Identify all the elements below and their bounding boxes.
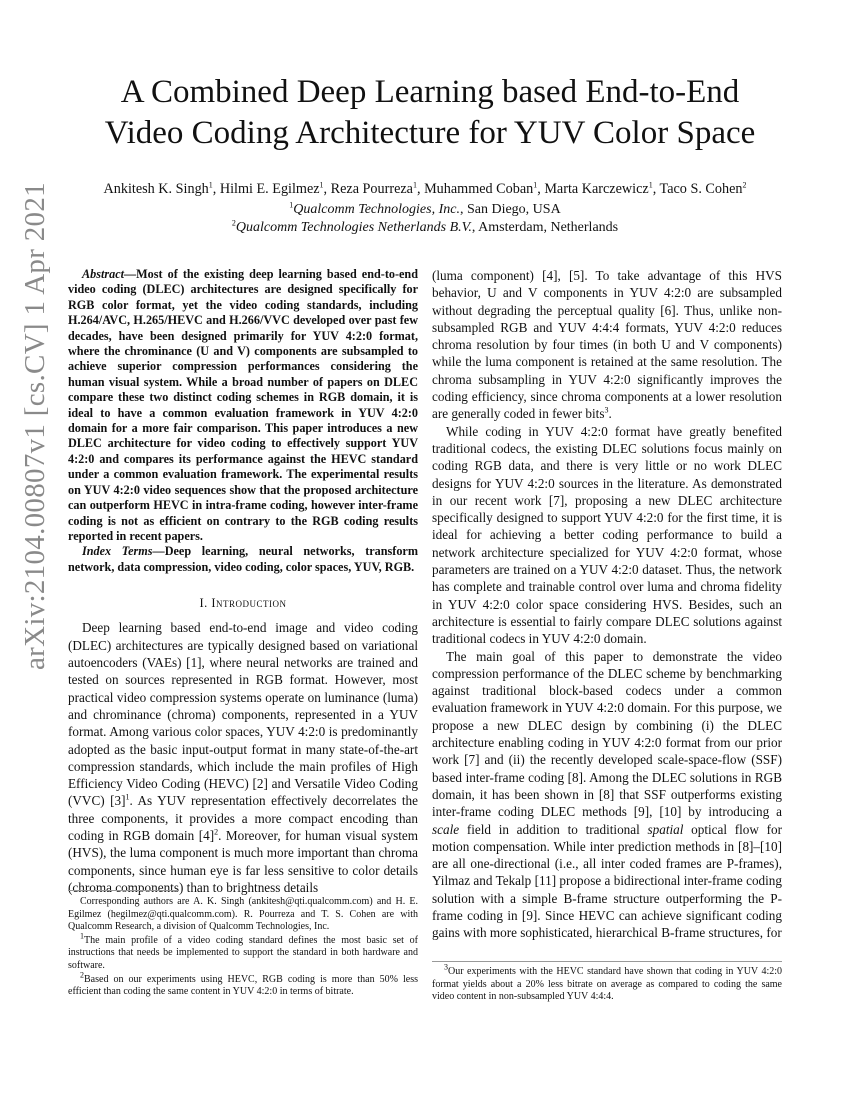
footnote-3: $^3$Our experiments with the HEVC standard have shown that coding in YUV 4:2:0 format yields about a 20% less bitrate on average as compared to coding the same video content in non-subsampled YUV 4:4:4. [432,962,782,1003]
arxiv-identifier: arXiv:2104.00807v1 [cs.CV] 1 Apr 2021 [19,182,51,670]
footnotes-right [432,961,782,1004]
author: Marta Karczewicz$^1$ [544,180,653,197]
intro-paragraph-1: Deep learning based end-to-end image and video coding (DLEC) architectures are typically designed based on variational autoencoders (VAEs) [1], where neural networks are trained and tested on sources represented in RGB format. However, most practical video compression systems operate on luminance (luma) and chrominance (chroma) components, represented in a YUV format. Among various color spaces, YUV 4:2:0 is predominantly adopted as the basic input-output format in many state-of-the-art compression standards, which include the main profiles of High Efficiency Video Coding (HEVC) [2] and Versatile Video Coding (VVC) $[3]^1$. As YUV representation effectively decorrelates the three components, it provides a more compact encoding than coding in RGB domain $[4]^2$. Moreover, for human visual system (HVS), the luma component is much more important than chroma components, since human eye is far less sensitive to color details (chroma components) than to brightness details [68,620,418,895]
author-list: Ankitesh K. Singh$^1$, Hilmi E. Egilmez$^1$, Reza Pourreza$^1$, Muhammed Coban$^1$, Marta Karczewicz$^1$, Taco S. Cohen$^2$ [103,180,747,197]
section-heading-introduction: I. Introduction [199,596,287,611]
affiliation-1: $^1$Qualcomm Technologies, Inc., San Diego, USA [289,200,561,217]
author: Taco S. Cohen$^2$ [659,180,747,197]
author: Reza Pourreza$^1$ [330,180,417,197]
footnote-1: $^1$The main profile of a video coding standard defines the most basic set of instructions that needs be implemented to support the standard in both hardware and software. [68,931,418,971]
index-terms: Index Terms—Deep learning, neural networks, transform network, data compression, video coding, color spaces, YUV, RGB. [68,544,418,574]
footnotes-left [68,896,418,1000]
footnote-2: $^2$Based on our experiments using HEVC, RGB coding is more than 50% less efficient than coding the same content in YUV 4:2:0 in terms of bitrate. [68,970,418,998]
footnote-corresponding: Corresponding authors are A. K. Singh (ankitesh@qti.qualcomm.com) and H. E. Egilmez (hegilmez@qti.qualcomm.com). R. Pourreza and T. S. Cohen are with Qualcomm Research, a division of Qualcomm Technologies, Inc. [68,896,418,933]
intro-paragraph-1-continued: (luma component) [4], [5]. To take advantage of this HVS behavior, U and V components in YUV 4:2:0 are subsampled without degrading the perceptual quality [6]. Thus, unlike non-subsampled RGB and YUV 4:4:4 formats, YUV 4:2:0 reduces chroma resolution by four times (in both U and V components) while the luma component is retained at the same resolution. The chroma subsampling in YUV 4:2:0 significantly improves the coding efficiency, since chroma components at a lower resolution are generally coded in fewer bits$^3$. [432,268,782,422]
left-column [68,267,418,896]
author: Muhammed Coban$^1$ [424,180,538,197]
footnote-rule [68,890,178,891]
title-line-1: A Combined Deep Learning based End-to-End [120,74,740,110]
author: Ankitesh K. Singh$^1$ [103,180,213,197]
right-column [432,267,782,942]
title-line-2: Video Coding Architecture for YUV Color Space [104,115,756,151]
intro-paragraph-3: The main goal of this paper to demonstrate the video compression performance of the DLEC scheme by benchmarking against traditional block-based codecs under a common evaluation framework in YUV 4:2:0 domain. For this purpose, we propose a new DLEC design by combining (i) the DLEC architecture enabling coding in YUV 4:2:0 format from our prior work [7] and (ii) the recently developed scale-space-flow (SSF) based inter-frame coding [8]. Among the DLEC solutions in RGB domain, it has been shown in [8] that SSF outperforms existing inter-frame coding DLEC methods [9], [10] by introducing a scale field in addition to traditional spatial optical flow for motion compensation. While inter prediction methods in [8]–[10] are all one-directional (i.e., all inter coded frames are P-frames), Yilmaz and Tekalp [11] propose a bidirectional inter-frame coding solution with a simple B-frame structure outperforming the P-frame coding in [9]. Since HEVC can achieve significant coding gains with more sophisticated, hierarchical B-frame structures, for [432,648,783,941]
intro-paragraph-2: While coding in YUV 4:2:0 format have greatly benefited traditional codecs, the existing DLEC solutions focus mainly on coding RGB data, and there is very little or no work DLEC designs for YUV 4:2:0 sources in the literature. As demonstrated in our recent work [7], proposing a new DLEC architecture specifically designed to support YUV 4:2:0 for the first time, it is ideal for achieving a better coding performance to build a network architecture specialized for YUV 4:2:0 format, whose parameters are trained on a YUV 4:2:0 dataset. Thus, the network has complete and trainable control over luma and chroma fidelity in YUV 4:2:0 color space considering HVS. Besides, such an architecture is essential to fairly compare DLEC solutions against traditional codecs in YUV 4:2:0 domain. [432,423,782,647]
paper-title [80,72,780,154]
affiliation-2: $^2$Qualcomm Technologies Netherlands B.V., Amsterdam, Netherlands [231,218,619,235]
abstract: Abstract—Most of the existing deep learning based end-to-end video coding (DLEC) architectures are designed specifically for RGB color format, yet the video coding standards, including H.264/AVC, H.265/HEVC and H.266/VVC developed over past few decades, have been designed primarily for YUV 4:2:0 format, where the chrominance (U and V) components are subsampled to achieve superior compression performances considering the human visual system. While a broad number of papers on DLEC compare these two distinct coding schemes in RGB domain, it is ideal to have a common evaluation framework in YUV 4:2:0 domain for a more fair comparison. This paper introduces a new DLEC architecture for video coding to effectively support YUV 4:2:0 and compares its performance against the HEVC standard under a common evaluation framework. The experimental results on YUV 4:2:0 video sequences show that the proposed architecture can outperform HEVC in intra-frame coding, however inter-frame coding is not as efficient on contrary to the RGB coding results reported in recent papers. [68,267,418,543]
author: Hilmi E. Egilmez$^1$ [219,180,324,197]
